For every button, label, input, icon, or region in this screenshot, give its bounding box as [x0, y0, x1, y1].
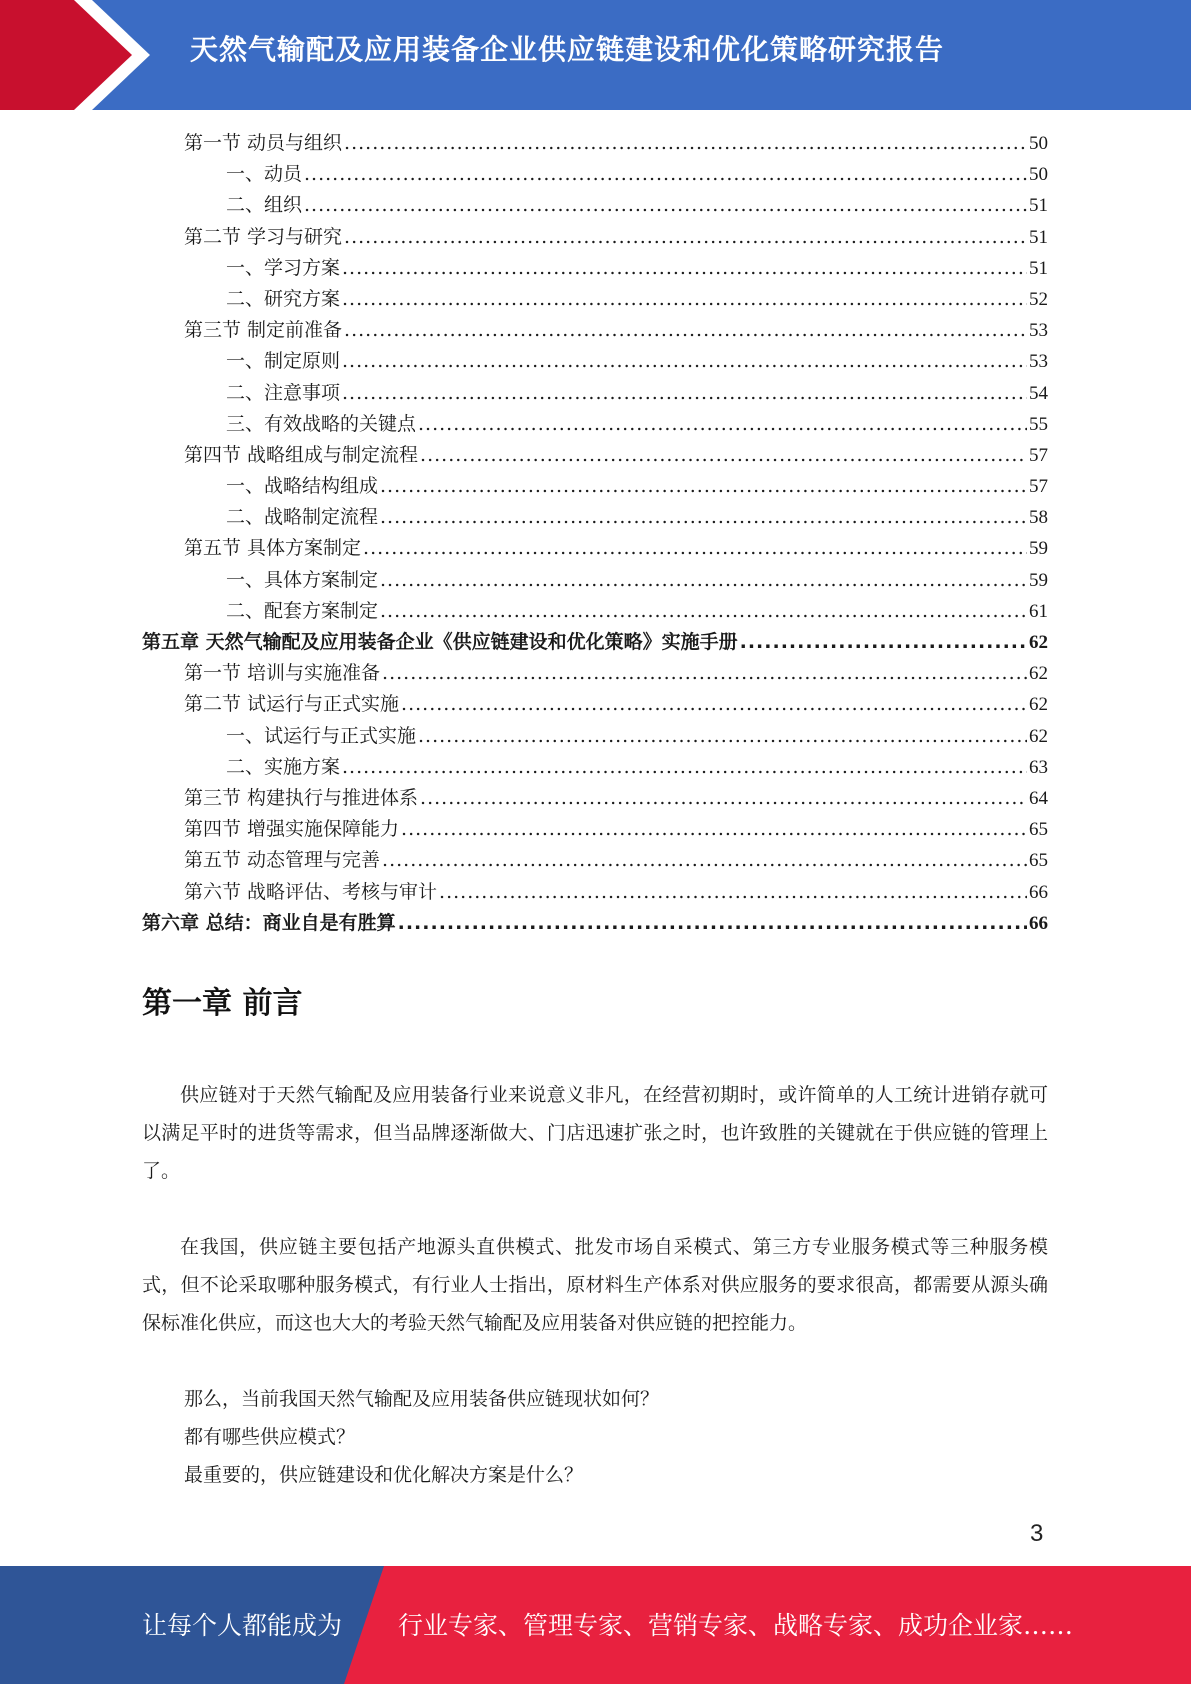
- toc-entry-page: 66: [1029, 881, 1048, 903]
- toc-leader-dots: [344, 128, 1027, 159]
- toc-leader-dots: [398, 908, 1027, 939]
- toc-leader-dots: [344, 222, 1027, 253]
- toc-entry-label: 二、配套方案制定: [226, 599, 379, 622]
- toc-entry-label: 第五节 动态管理与完善: [184, 849, 381, 872]
- toc-entry-label: 一、战略结构组成: [226, 475, 379, 498]
- toc-entry-page: 62: [1029, 725, 1048, 747]
- toc-entry-label: 二、注意事项: [226, 381, 341, 404]
- chapter-paragraph: [142, 1228, 1048, 1342]
- toc-entry-label: 第一节 培训与实施准备: [184, 662, 381, 685]
- toc-entry-page: 52: [1029, 288, 1048, 310]
- toc-leader-dots: [380, 565, 1027, 596]
- toc-leader-dots: [420, 783, 1027, 814]
- toc-leader-dots: [342, 253, 1027, 284]
- toc-entry-label: 第三节 构建执行与推进体系: [184, 786, 419, 809]
- toc-leader-dots: [418, 409, 1027, 440]
- footer-slogan-right: 行业专家、管理专家、营销专家、战略专家、成功企业家……: [398, 1611, 1074, 1640]
- toc-entry[interactable]: [142, 409, 1048, 440]
- toc-entry-page: 57: [1029, 476, 1048, 498]
- toc-entry[interactable]: [142, 253, 1048, 284]
- question-list: [142, 1380, 1048, 1494]
- toc-entry-page: 50: [1029, 164, 1048, 186]
- table-of-contents: [142, 128, 1048, 939]
- footer-slogan-left: 让每个人都能成为: [142, 1611, 343, 1640]
- report-title: 天然气输配及应用装备企业供应链建设和优化策略研究报告: [190, 33, 945, 66]
- toc-leader-dots: [740, 627, 1027, 658]
- toc-entry[interactable]: [142, 190, 1048, 221]
- toc-entry-page: 59: [1029, 569, 1048, 591]
- toc-entry[interactable]: [142, 159, 1048, 190]
- toc-entry-page: 64: [1029, 787, 1048, 809]
- toc-leader-dots: [344, 315, 1027, 346]
- toc-entry-page: 51: [1029, 226, 1048, 248]
- toc-entry-label: 三、有效战略的关键点: [226, 412, 417, 435]
- toc-entry[interactable]: [142, 908, 1048, 939]
- toc-entry[interactable]: [142, 346, 1048, 377]
- paragraph-text: 供应链对于天然气输配及应用装备行业来说意义非凡，在经营初期时，或许简单的人工统计进销存就可以满足平时的进货等需求，但当品牌逐渐做大、门店迅速扩张之时，也许致胜的关键就在于供应链的管理上了。: [142, 1084, 1048, 1182]
- toc-entry-label: 一、制定原则: [226, 350, 341, 373]
- toc-entry-page: 53: [1029, 320, 1048, 342]
- toc-leader-dots: [304, 190, 1027, 221]
- toc-entry-label: 第三节 制定前准备: [184, 319, 343, 342]
- toc-leader-dots: [418, 721, 1027, 752]
- toc-leader-dots: [380, 596, 1027, 627]
- toc-entry-label: 第六节 战略评估、考核与审计: [184, 880, 438, 903]
- chapter-paragraph: [142, 1076, 1048, 1190]
- toc-leader-dots: [401, 689, 1027, 720]
- question-line: 最重要的，供应链建设和优化解决方案是什么？: [184, 1464, 584, 1486]
- toc-entry[interactable]: [142, 658, 1048, 689]
- toc-entry-page: 59: [1029, 538, 1048, 560]
- toc-entry-page: 53: [1029, 351, 1048, 373]
- toc-entry-label: 第四节 战略组成与制定流程: [184, 443, 419, 466]
- toc-entry-page: 54: [1029, 382, 1048, 404]
- toc-leader-dots: [401, 814, 1027, 845]
- toc-entry[interactable]: [142, 565, 1048, 596]
- toc-entry-label: 一、学习方案: [226, 256, 341, 279]
- toc-entry-label: 一、具体方案制定: [226, 568, 379, 591]
- toc-entry-page: 51: [1029, 257, 1048, 279]
- toc-entry[interactable]: [142, 752, 1048, 783]
- toc-leader-dots: [342, 752, 1027, 783]
- toc-entry-label: 二、战略制定流程: [226, 506, 379, 529]
- toc-entry-page: 58: [1029, 507, 1048, 529]
- toc-entry-label: 二、组织: [226, 194, 303, 217]
- toc-entry-page: 57: [1029, 444, 1048, 466]
- toc-entry-label: 一、试运行与正式实施: [226, 724, 417, 747]
- toc-entry-label: 第二节 试运行与正式实施: [184, 693, 400, 716]
- toc-entry[interactable]: [142, 378, 1048, 409]
- toc-entry-label: 第五章 天然气输配及应用装备企业《供应链建设和优化策略》实施手册: [142, 631, 738, 653]
- toc-entry-label: 第二节 学习与研究: [184, 225, 343, 248]
- toc-entry[interactable]: [142, 845, 1048, 876]
- toc-entry-page: 62: [1029, 694, 1048, 716]
- toc-entry[interactable]: [142, 222, 1048, 253]
- toc-entry-page: 66: [1029, 912, 1048, 934]
- toc-entry[interactable]: [142, 627, 1048, 658]
- toc-entry-page: 65: [1029, 850, 1048, 872]
- question-line: 那么，当前我国天然气输配及应用装备供应链现状如何？: [184, 1388, 660, 1410]
- toc-entry-label: 第五节 具体方案制定: [184, 537, 362, 560]
- toc-entry-label: 二、研究方案: [226, 287, 341, 310]
- toc-entry-page: 55: [1029, 413, 1048, 435]
- toc-entry[interactable]: [142, 471, 1048, 502]
- toc-entry[interactable]: [142, 284, 1048, 315]
- page-footer: [0, 1566, 1191, 1684]
- toc-leader-dots: [420, 440, 1027, 471]
- toc-entry-label: 第六章 总结：商业自是有胜算: [142, 911, 396, 934]
- toc-entry[interactable]: [142, 502, 1048, 533]
- toc-leader-dots: [380, 502, 1027, 533]
- toc-leader-dots: [342, 346, 1027, 377]
- toc-entry[interactable]: [142, 721, 1048, 752]
- toc-entry[interactable]: [142, 783, 1048, 814]
- toc-leader-dots: [380, 471, 1027, 502]
- toc-leader-dots: [363, 533, 1027, 564]
- toc-entry[interactable]: [142, 533, 1048, 564]
- toc-entry-label: 二、实施方案: [226, 755, 341, 778]
- toc-leader-dots: [382, 658, 1027, 689]
- page-number: 3: [1030, 1520, 1044, 1547]
- toc-entry-label: 一、动员: [226, 163, 303, 186]
- chapter-heading: 第一章 前言: [142, 986, 303, 1021]
- toc-entry-page: 63: [1029, 756, 1048, 778]
- toc-leader-dots: [342, 284, 1027, 315]
- toc-entry-page: 62: [1029, 663, 1048, 685]
- toc-entry-page: 62: [1029, 632, 1048, 653]
- paragraph-text: 在我国，供应链主要包括产地源头直供模式、批发市场自采模式、第三方专业服务模式等三种服务模式，但不论采取哪种服务模式，有行业人士指出，原材料生产体系对供应服务的要求很高，都需要从源头确保标准化供应，而这也大大的考验天然气输配及应用装备对供应链的把控能力。: [142, 1236, 1048, 1334]
- toc-entry[interactable]: [142, 596, 1048, 627]
- toc-entry-label: 第四节 增强实施保障能力: [184, 818, 400, 841]
- toc-entry[interactable]: [142, 689, 1048, 720]
- toc-entry-page: 51: [1029, 195, 1048, 217]
- toc-leader-dots: [304, 159, 1027, 190]
- toc-leader-dots: [382, 845, 1027, 876]
- toc-entry-page: 61: [1029, 600, 1048, 622]
- page-header: [0, 0, 1191, 110]
- toc-entry-page: 50: [1029, 133, 1048, 154]
- toc-leader-dots: [342, 378, 1027, 409]
- toc-entry[interactable]: [142, 877, 1048, 908]
- question-line: 都有哪些供应模式？: [184, 1426, 356, 1448]
- toc-entry-page: 65: [1029, 819, 1048, 841]
- toc-entry[interactable]: [142, 315, 1048, 346]
- toc-entry[interactable]: [142, 128, 1048, 159]
- toc-entry[interactable]: [142, 814, 1048, 845]
- toc-entry[interactable]: [142, 440, 1048, 471]
- toc-entry-label: 第一节 动员与组织: [184, 132, 343, 154]
- toc-leader-dots: [439, 877, 1027, 908]
